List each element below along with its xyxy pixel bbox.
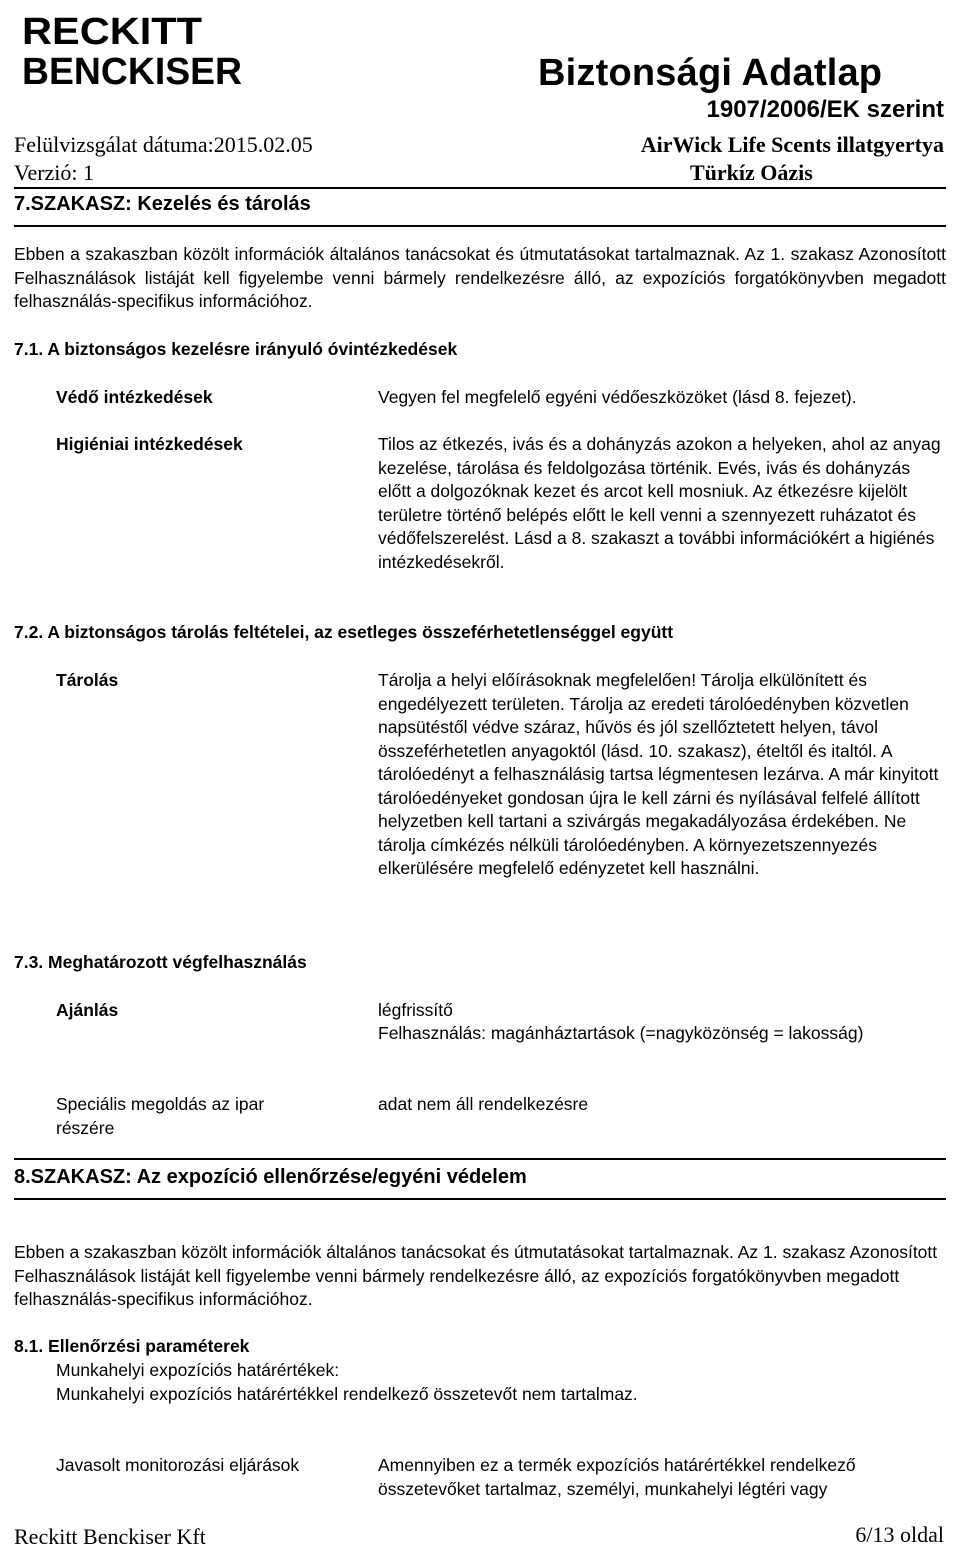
subsection-8-1-heading: 8.1. Ellenőrzési paraméterek (14, 1336, 250, 1356)
subsection-7-3-heading: 7.3. Meghatározott végfelhasználás (14, 952, 307, 972)
section-8-heading: 8.SZAKASZ: Az expozíció ellenőrzése/egyéni védelem (14, 1166, 527, 1188)
row-value-recommendation-line1: légfrissítő (378, 1000, 453, 1020)
row-value-industrial-solution: adat nem áll rendelkezésre (378, 1094, 589, 1114)
row-value-protective-measures: Vegyen fel megfelelő egyéni védőeszközöket (lásd 8. fejezet). (378, 387, 857, 407)
section-8-top-divider (14, 1158, 946, 1160)
row-label-monitoring: Javasolt monitorozási eljárások (56, 1455, 300, 1475)
row-value-storage: Tárolja a helyi előírásoknak megfelelően! Tárolja elkülönített és engedélyezett területen. Tárolja az eredeti tárolóedényben közvetlen napsütéstől védve száraz, hűvös és jól szellőztetett helyen, távol összeférhetetlen anyagoktól (lásd. 10. szakasz), ételtől és italtól. A tárolóedényt a felhasználásig tartsa légmentesen lezárva. A már kinyitott tárolóedényeket gondosan újra le kell zárni és nyílásával felfelé állított helyzetben kell tartani a szivárgás megakadályozása érdekében. Ne tárolja címkézés nélküli tárolóedényben. A környezetszennyezés elkerülésére megfelelő edényzetet kell használni. (378, 670, 939, 878)
header-divider (14, 187, 946, 189)
company-logo (18, 6, 250, 90)
logo-text-line2: BENCKISER (22, 51, 242, 90)
row-label-industrial-solution: Speciális megoldás az ipar részére (56, 1094, 265, 1138)
review-date: Felülvizsgálat dátuma:2015.02.05 (14, 132, 313, 157)
row-label-hygiene-measures: Higiéniai intézkedések (56, 434, 243, 454)
subsection-7-2-heading: 7.2. A biztonságos tárolás feltételei, az esetleges összeférhetetlenséggel együtt (14, 622, 674, 642)
row-value-hygiene-measures: Tilos az étkezés, ivás és a dohányzás azokon a helyeken, ahol az anyag kezelése, tárolása és feldolgozása történik. Evés, ivás és dohányzás előtt a dolgozóknak kezet és arcot kell mosniuk. Az étkezésre kijelölt területre történő belépés előtt le kell venni a szennyezett ruházatot és védőfelszerelést. Lásd a 8. szakaszt a további információkért a higiénés intézkedésekről. (378, 434, 941, 572)
version: Verzió: 1 (14, 160, 95, 185)
section-8-divider (14, 1198, 946, 1200)
product-name-line1: AirWick Life Scents illatgyertya (640, 132, 944, 157)
exposure-limits-label: Munkahelyi expozíciós határértékek: (56, 1360, 340, 1380)
logo-text-line1: RECKITT (22, 11, 203, 53)
row-label-storage: Tárolás (56, 670, 119, 690)
product-name-line2: Türkíz Oázis (690, 160, 813, 185)
document-title: Biztonsági Adatlap (538, 52, 883, 94)
section-7-heading: 7.SZAKASZ: Kezelés és tárolás (14, 193, 311, 215)
section-8-intro: Ebben a szakaszban közölt információk általános tanácsokat és útmutatásokat tartalmaznak. Az 1. szakasz Azonosított Felhasználások listáját kell figyelembe venni bármely rendelkezésre álló, az expozíciós forgatókönyvben megadott felhasználás-specifikus információhoz. (14, 1242, 938, 1309)
section-7-intro: Ebben a szakaszban közölt információk általános tanácsokat és útmutatásokat tartalmaznak. Az 1. szakasz Azonosított Felhasználások listáját kell figyelembe venni bármely rendelkezésre álló, az expozíciós forgatókönyvben megadott felhasználás-specifikus információhoz. (14, 244, 946, 311)
document-regulation: 1907/2006/EK szerint (706, 96, 944, 123)
row-value-monitoring: Amennyiben ez a termék expozíciós határértékkel rendelkező összetevőket tartalmaz, személyi, munkahelyi légtéri vagy (378, 1455, 856, 1499)
reckitt-benckiser-logo (18, 6, 250, 90)
subsection-7-1-heading: 7.1. A biztonságos kezelésre irányuló óvintézkedések (14, 339, 458, 359)
footer-page-number: 6/13 oldal (855, 1522, 944, 1547)
row-label-recommendation: Ajánlás (56, 1000, 119, 1020)
exposure-limits-value: Munkahelyi expozíciós határértékkel rendelkező összetevőt nem tartalmaz. (56, 1384, 638, 1404)
footer-company: Reckitt Benckiser Kft (14, 1524, 206, 1549)
section-7-divider (14, 225, 946, 227)
row-value-recommendation-line2: Felhasználás: magánháztartások (=nagyközönség = lakosság) (378, 1023, 864, 1043)
row-label-protective-measures: Védő intézkedések (56, 387, 213, 407)
